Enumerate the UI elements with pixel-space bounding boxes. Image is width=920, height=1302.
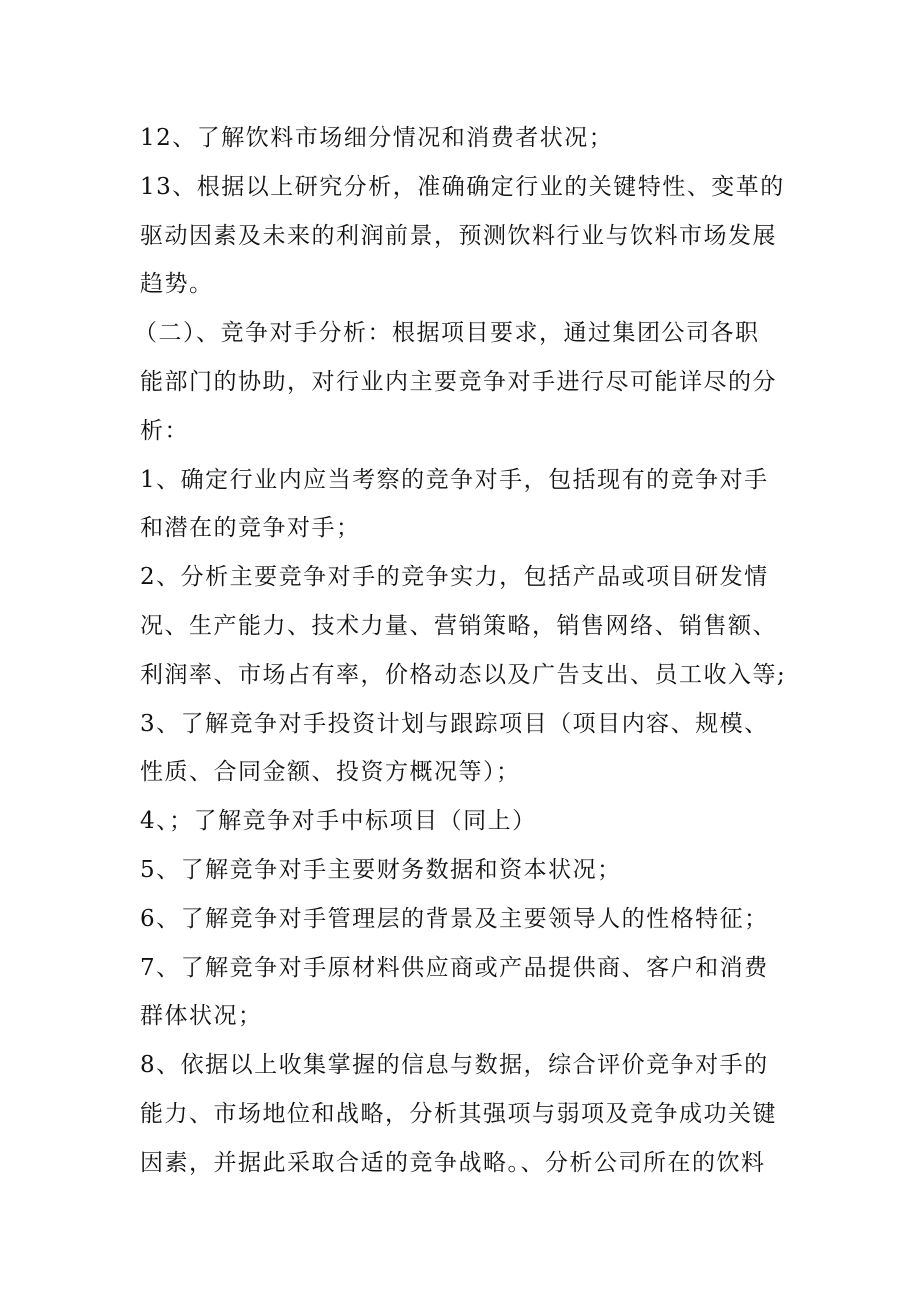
text-line: 5、了解竞争对手主要财务数据和资本状况； <box>140 856 622 883</box>
text-line: 能力、市场地位和战略，分析其强项与弱项及竞争成功关键 <box>140 1100 777 1127</box>
text-line: 利润率、市场占有率，价格动态以及广告支出、员工收入等; <box>140 661 787 688</box>
text-line: 12、了解饮料市场细分情况和消费者状况； <box>140 125 614 151</box>
text-line: 2、分析主要竞争对手的竞争实力，包括产品或项目研发情 <box>140 564 769 591</box>
text-line: 8、依据以上收集掌握的信息与数据，综合评价竞争对手的 <box>140 1052 769 1079</box>
text-line: 因素，并据此采取合适的竞争战略。、分析公司所在的饮料 <box>140 1149 766 1176</box>
text-line: 和潜在的竞争对手； <box>140 515 361 542</box>
text-line: 性质、合同金额、投资方概况等）； <box>140 759 521 786</box>
text-line: 趋势。 <box>140 271 214 298</box>
text-line: 驱动因素及未来的利润前景，预测饮料行业与饮料市场发展 <box>140 222 777 249</box>
text-line: 况、生产能力、技术力量、营销策略，销售网络、销售额、 <box>140 612 777 639</box>
text-line: 群体状况； <box>140 1003 263 1030</box>
text-line: 13、根据以上研究分析，准确确定行业的关键特性、变革的 <box>140 173 785 200</box>
text-line: 1、确定行业内应当考察的竞争对手，包括现有的竞争对手 <box>140 466 769 493</box>
text-line: 析： <box>140 417 189 444</box>
document-body <box>134 114 800 1188</box>
text-line: 7、了解竞争对手原材料供应商或产品提供商、客户和消费 <box>140 954 769 981</box>
text-line: 4、；了解竞争对手中标项目（同上） <box>140 808 537 835</box>
text-line: 3、了解竞争对手投资计划与跟踪项目（项目内容、规模、 <box>140 710 769 737</box>
text-line: 6、了解竞争对手管理层的背景及主要领导人的性格特征； <box>140 905 769 932</box>
text-line: （二）、竞争对手分析：根据项目要求，通过集团公司各职 <box>134 320 760 347</box>
text-line: 能部门的协助，对行业内主要竞争对手进行尽可能详尽的分 <box>140 368 777 395</box>
